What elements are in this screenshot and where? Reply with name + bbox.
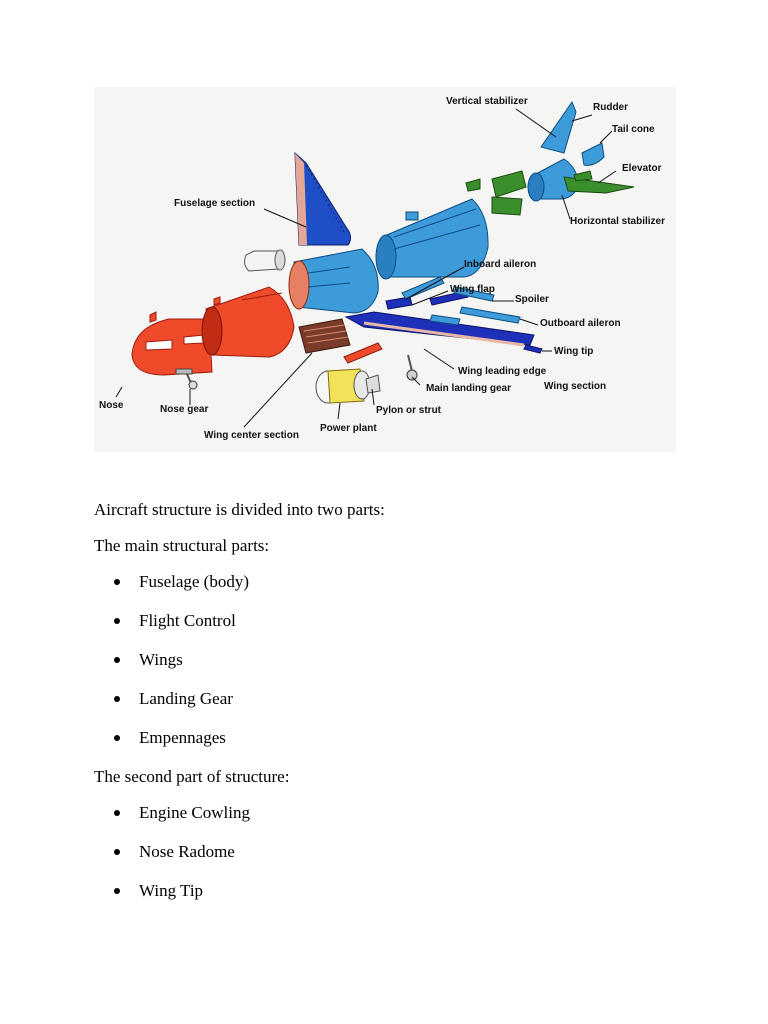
list-item xyxy=(114,687,694,726)
label-nose-gear: Nose gear xyxy=(160,404,209,415)
label-main-landing-gear: Main landing gear xyxy=(426,383,512,394)
label-rudder: Rudder xyxy=(593,102,628,113)
main-parts-list xyxy=(94,570,694,765)
list-item xyxy=(114,879,694,918)
label-inboard-aileron: Inboard aileron xyxy=(464,259,537,270)
bullet-icon xyxy=(114,618,120,624)
label-wing-tip: Wing tip xyxy=(554,346,594,357)
list-item xyxy=(114,648,694,687)
list-item xyxy=(114,726,694,765)
list-item-text: Landing Gear xyxy=(139,689,233,708)
mid-fuselage-part xyxy=(289,249,378,313)
list-item-text: Wings xyxy=(139,650,183,669)
label-wing-section: Wing section xyxy=(544,381,607,392)
document-body xyxy=(94,498,694,918)
label-wing-leading-edge: Wing leading edge xyxy=(458,366,547,377)
label-tail-cone: Tail cone xyxy=(612,124,655,135)
list-item xyxy=(114,801,694,840)
bullet-icon xyxy=(114,849,120,855)
list-item-text: Wing Tip xyxy=(139,881,204,900)
wing-center-section-part xyxy=(299,319,350,353)
pylon-part xyxy=(344,343,382,363)
tail-cone-part xyxy=(582,143,604,165)
label-wing-flap: Wing flap xyxy=(450,284,495,295)
label-pylon-or-strut: Pylon or strut xyxy=(376,405,442,416)
label-nose: Nose xyxy=(99,400,124,411)
intro-paragraph: Aircraft structure is divided into two parts: xyxy=(94,500,385,519)
label-vertical-stabilizer: Vertical stabilizer xyxy=(446,96,528,107)
nose-section-part xyxy=(132,319,212,375)
list-item-text: Nose Radome xyxy=(139,842,235,861)
second-parts-list xyxy=(94,801,694,918)
label-elevator: Elevator xyxy=(622,163,662,174)
main-parts-heading: The main structural parts: xyxy=(94,536,270,555)
list-item xyxy=(114,570,694,609)
bullet-icon xyxy=(114,579,120,585)
main-landing-gear-part xyxy=(407,355,417,380)
power-plant-part xyxy=(316,369,380,403)
second-parts-heading: The second part of structure: xyxy=(94,767,290,786)
aircraft-structure-diagram xyxy=(94,87,676,452)
label-power-plant: Power plant xyxy=(320,423,377,434)
exploded-aircraft-illustration xyxy=(94,87,676,452)
list-item xyxy=(114,609,694,648)
label-wing-center-section: Wing center section xyxy=(204,430,299,441)
list-item-text: Engine Cowling xyxy=(139,803,250,822)
label-fuselage-section: Fuselage section xyxy=(174,198,256,209)
vertical-stabilizer-part xyxy=(541,102,576,153)
vertical-fin-part xyxy=(295,153,351,245)
bullet-icon xyxy=(114,735,120,741)
list-item-text: Empennages xyxy=(139,728,226,747)
label-outboard-aileron: Outboard aileron xyxy=(540,318,621,329)
list-item xyxy=(114,840,694,879)
list-item-text: Flight Control xyxy=(139,611,236,630)
bullet-icon xyxy=(114,657,120,663)
engine-nacelle-part xyxy=(245,250,285,271)
label-horizontal-stabilizer: Horizontal stabilizer xyxy=(570,216,666,227)
list-item-text: Fuselage (body) xyxy=(139,572,250,591)
label-spoiler: Spoiler xyxy=(515,294,549,305)
bullet-icon xyxy=(114,696,120,702)
bullet-icon xyxy=(114,810,120,816)
bullet-icon xyxy=(114,888,120,894)
